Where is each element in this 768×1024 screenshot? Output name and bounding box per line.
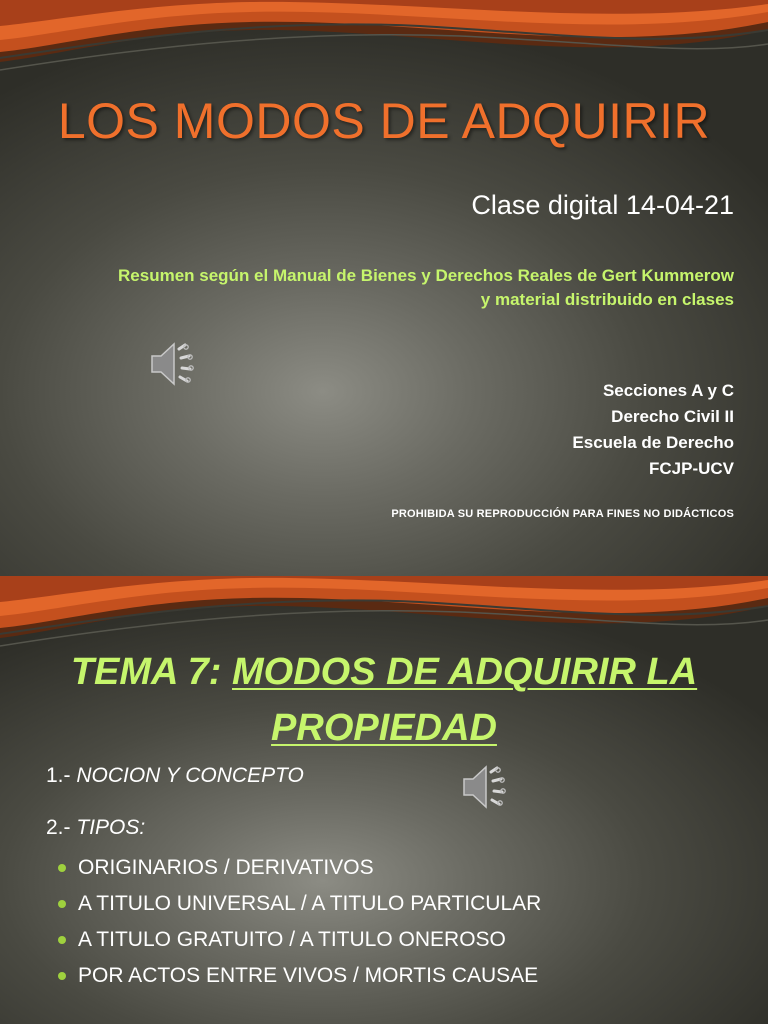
item-label: TIPOS: — [76, 816, 146, 839]
list-item — [78, 850, 541, 886]
topic-number: TEMA 7: — [70, 651, 232, 693]
summary-text: Resumen según el Manual de Bienes y Derechos Reales de Gert Kummerow y material distribuido en clases — [118, 266, 734, 309]
copyright-notice: PROHIBIDA SU REPRODUCCIÓN PARA FINES NO DIDÁCTICOS — [391, 508, 734, 520]
header-swoosh-decoration — [0, 0, 768, 90]
list-item-text: ORIGINARIOS / DERIVATIVOS — [78, 856, 374, 879]
types-list — [46, 850, 541, 994]
list-item — [78, 958, 541, 994]
speaker-icon[interactable] — [148, 339, 200, 389]
list-item-text: A TITULO GRATUITO / A TITULO ONEROSO — [78, 928, 506, 951]
info-line-school: Escuela de Derecho — [572, 433, 734, 452]
topic-outline — [46, 762, 541, 994]
info-line-faculty: FCJP-UCV — [648, 459, 734, 478]
bullet-dot-icon — [58, 936, 66, 944]
slide-2 — [0, 576, 768, 1024]
item-number: 1.- — [46, 764, 77, 787]
class-date: Clase digital 14-04-21 — [471, 190, 734, 220]
list-item-text: A TITULO UNIVERSAL / A TITULO PARTICULAR — [78, 892, 542, 915]
list-item — [78, 922, 541, 958]
item-label: NOCION Y CONCEPTO — [76, 764, 304, 787]
topic-name: MODOS DE ADQUIRIR LA PROPIEDAD — [232, 651, 698, 749]
outline-item-2 — [46, 814, 541, 842]
item-number: 2.- — [46, 816, 77, 839]
bullet-dot-icon — [58, 972, 66, 980]
slide-title: LOS MODOS DE ADQUIRIR — [57, 93, 711, 149]
course-info — [572, 378, 734, 482]
topic-title — [0, 644, 768, 756]
bullet-dot-icon — [58, 900, 66, 908]
outline-item-1 — [46, 762, 541, 790]
info-line-sections: Secciones A y C — [602, 381, 734, 400]
bullet-dot-icon — [58, 864, 66, 872]
list-item — [78, 886, 541, 922]
list-item-text: POR ACTOS ENTRE VIVOS / MORTIS CAUSAE — [78, 964, 539, 987]
info-line-course: Derecho Civil II — [611, 407, 734, 426]
